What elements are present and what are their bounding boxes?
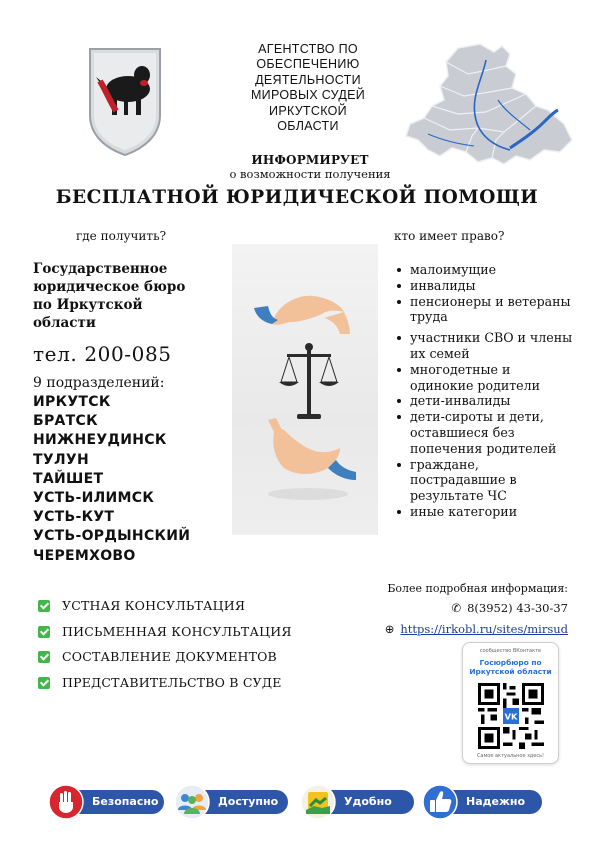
stop-hand-icon	[48, 784, 84, 820]
checkmark-icon	[38, 651, 50, 663]
checkmark-icon	[38, 600, 50, 612]
website-link[interactable]: https://irkobl.ru/sites/mirsud	[400, 622, 568, 636]
agency-line: ОБЕСПЕЧЕНИЮ	[256, 57, 360, 72]
badge-reliable	[426, 790, 542, 814]
qr-community-name: Госюрбюро по Иркутской области	[469, 658, 552, 676]
city-item: УСТЬ-ИЛИМСК	[33, 490, 155, 507]
region-map-icon	[398, 40, 576, 170]
city-item: ИРКУТСК	[33, 394, 111, 410]
qr-card[interactable]	[462, 642, 559, 764]
possibility-label: о возможности получения	[229, 167, 391, 181]
eligible-item: малоимущие	[393, 262, 573, 278]
who-question: кто имеет право?	[394, 229, 505, 243]
checkmark-icon	[38, 626, 50, 638]
service-item	[38, 624, 292, 650]
cities-list	[33, 393, 190, 566]
contact-phone	[350, 601, 568, 615]
service-item	[38, 649, 292, 675]
informs-label: ИНФОРМИРУЕТ	[251, 153, 369, 167]
city-item: ЧЕРЕМХОВО	[33, 547, 136, 564]
coat-of-arms-icon	[86, 45, 164, 157]
checkmark-icon	[38, 677, 50, 689]
badge-label: Надежно	[466, 795, 526, 808]
phone-icon: ✆	[451, 601, 462, 615]
city-item: УСТЬ-КУТ	[33, 509, 115, 526]
badge-safe	[52, 790, 164, 814]
city-item: БРАТСК	[33, 413, 98, 430]
scales-hands-icon	[232, 244, 378, 535]
qr-caption-bottom: Самое актуальное здесь!	[476, 753, 545, 759]
badge-accessible	[178, 790, 288, 814]
globe-icon: ⊕	[384, 622, 395, 636]
city-item: ТУЛУН	[33, 451, 89, 468]
contact-phone-number[interactable]: 8(3952) 43-30-37	[467, 601, 568, 615]
handshake-icon	[300, 784, 336, 820]
service-item	[38, 598, 292, 624]
service-label: СОСТАВЛЕНИЕ ДОКУМЕНТОВ	[62, 649, 277, 665]
more-info-label: Более подробная информация:	[387, 582, 568, 595]
bureau-phone: тел. 200-085	[33, 342, 172, 366]
contact-url	[340, 622, 568, 636]
badge-label: Доступно	[218, 795, 279, 808]
agency-name	[218, 42, 398, 134]
qr-caption-top: сообщество ВКонтакте	[479, 648, 542, 654]
agency-line: ОБЛАСТИ	[277, 119, 339, 134]
city-item: УСТЬ-ОРДЫНСКИЙ	[33, 528, 191, 545]
vk-icon: VK	[504, 711, 518, 722]
eligible-item: пенсионеры и ветераны труда	[393, 294, 573, 326]
scales-hands-picture	[232, 244, 378, 535]
badge-label: Удобно	[344, 795, 392, 808]
bureau-line: области	[33, 315, 96, 331]
city-item: ТАЙШЕТ	[33, 470, 104, 487]
eligible-item: иные категории	[393, 504, 573, 520]
qr-code-icon[interactable]	[478, 683, 544, 749]
city-item: НИЖНЕУДИНСК	[33, 432, 167, 449]
service-label: ПРЕДСТАВИТЕЛЬСТВО В СУДЕ	[62, 675, 282, 691]
eligible-item: дети-сироты и дети, оставшиеся без попечения родителей	[393, 409, 573, 456]
bureau-line: Государственное	[33, 261, 168, 277]
badge-convenient	[304, 790, 414, 814]
services-list	[38, 598, 292, 701]
eligible-item: инвалиды	[393, 278, 573, 294]
eligible-item: граждане, пострадавшие в результате ЧС	[393, 457, 573, 504]
bureau-name	[33, 260, 218, 332]
bureau-line: юридическое бюро	[33, 279, 186, 295]
agency-line: ДЕЯТЕЛЬНОСТИ	[255, 72, 361, 87]
eligible-list	[393, 262, 573, 520]
branches-intro: 9 подразделений:	[33, 375, 165, 391]
agency-line: ИРКУТСКОЙ	[269, 103, 347, 118]
badge-label: Безопасно	[92, 795, 159, 808]
people-icon	[174, 784, 210, 820]
main-title: БЕСПЛАТНОЙ ЮРИДИЧЕСКОЙ ПОМОЩИ	[55, 187, 539, 208]
eligible-item: участники СВО и члены их семей	[393, 330, 573, 362]
where-question: где получить?	[76, 229, 167, 243]
service-label: УСТНАЯ КОНСУЛЬТАЦИЯ	[62, 598, 246, 613]
service-label: ПИСЬМЕННАЯ КОНСУЛЬТАЦИЯ	[62, 623, 292, 639]
eligible-item: дети-инвалиды	[393, 393, 573, 409]
agency-line: АГЕНТСТВО ПО	[258, 42, 358, 56]
bureau-line: по Иркутской	[33, 297, 143, 313]
thumbs-up-icon	[422, 784, 458, 820]
eligible-item: многодетные и одинокие родители	[393, 362, 573, 394]
agency-line: МИРОВЫХ СУДЕЙ	[250, 88, 366, 103]
service-item	[38, 675, 292, 701]
